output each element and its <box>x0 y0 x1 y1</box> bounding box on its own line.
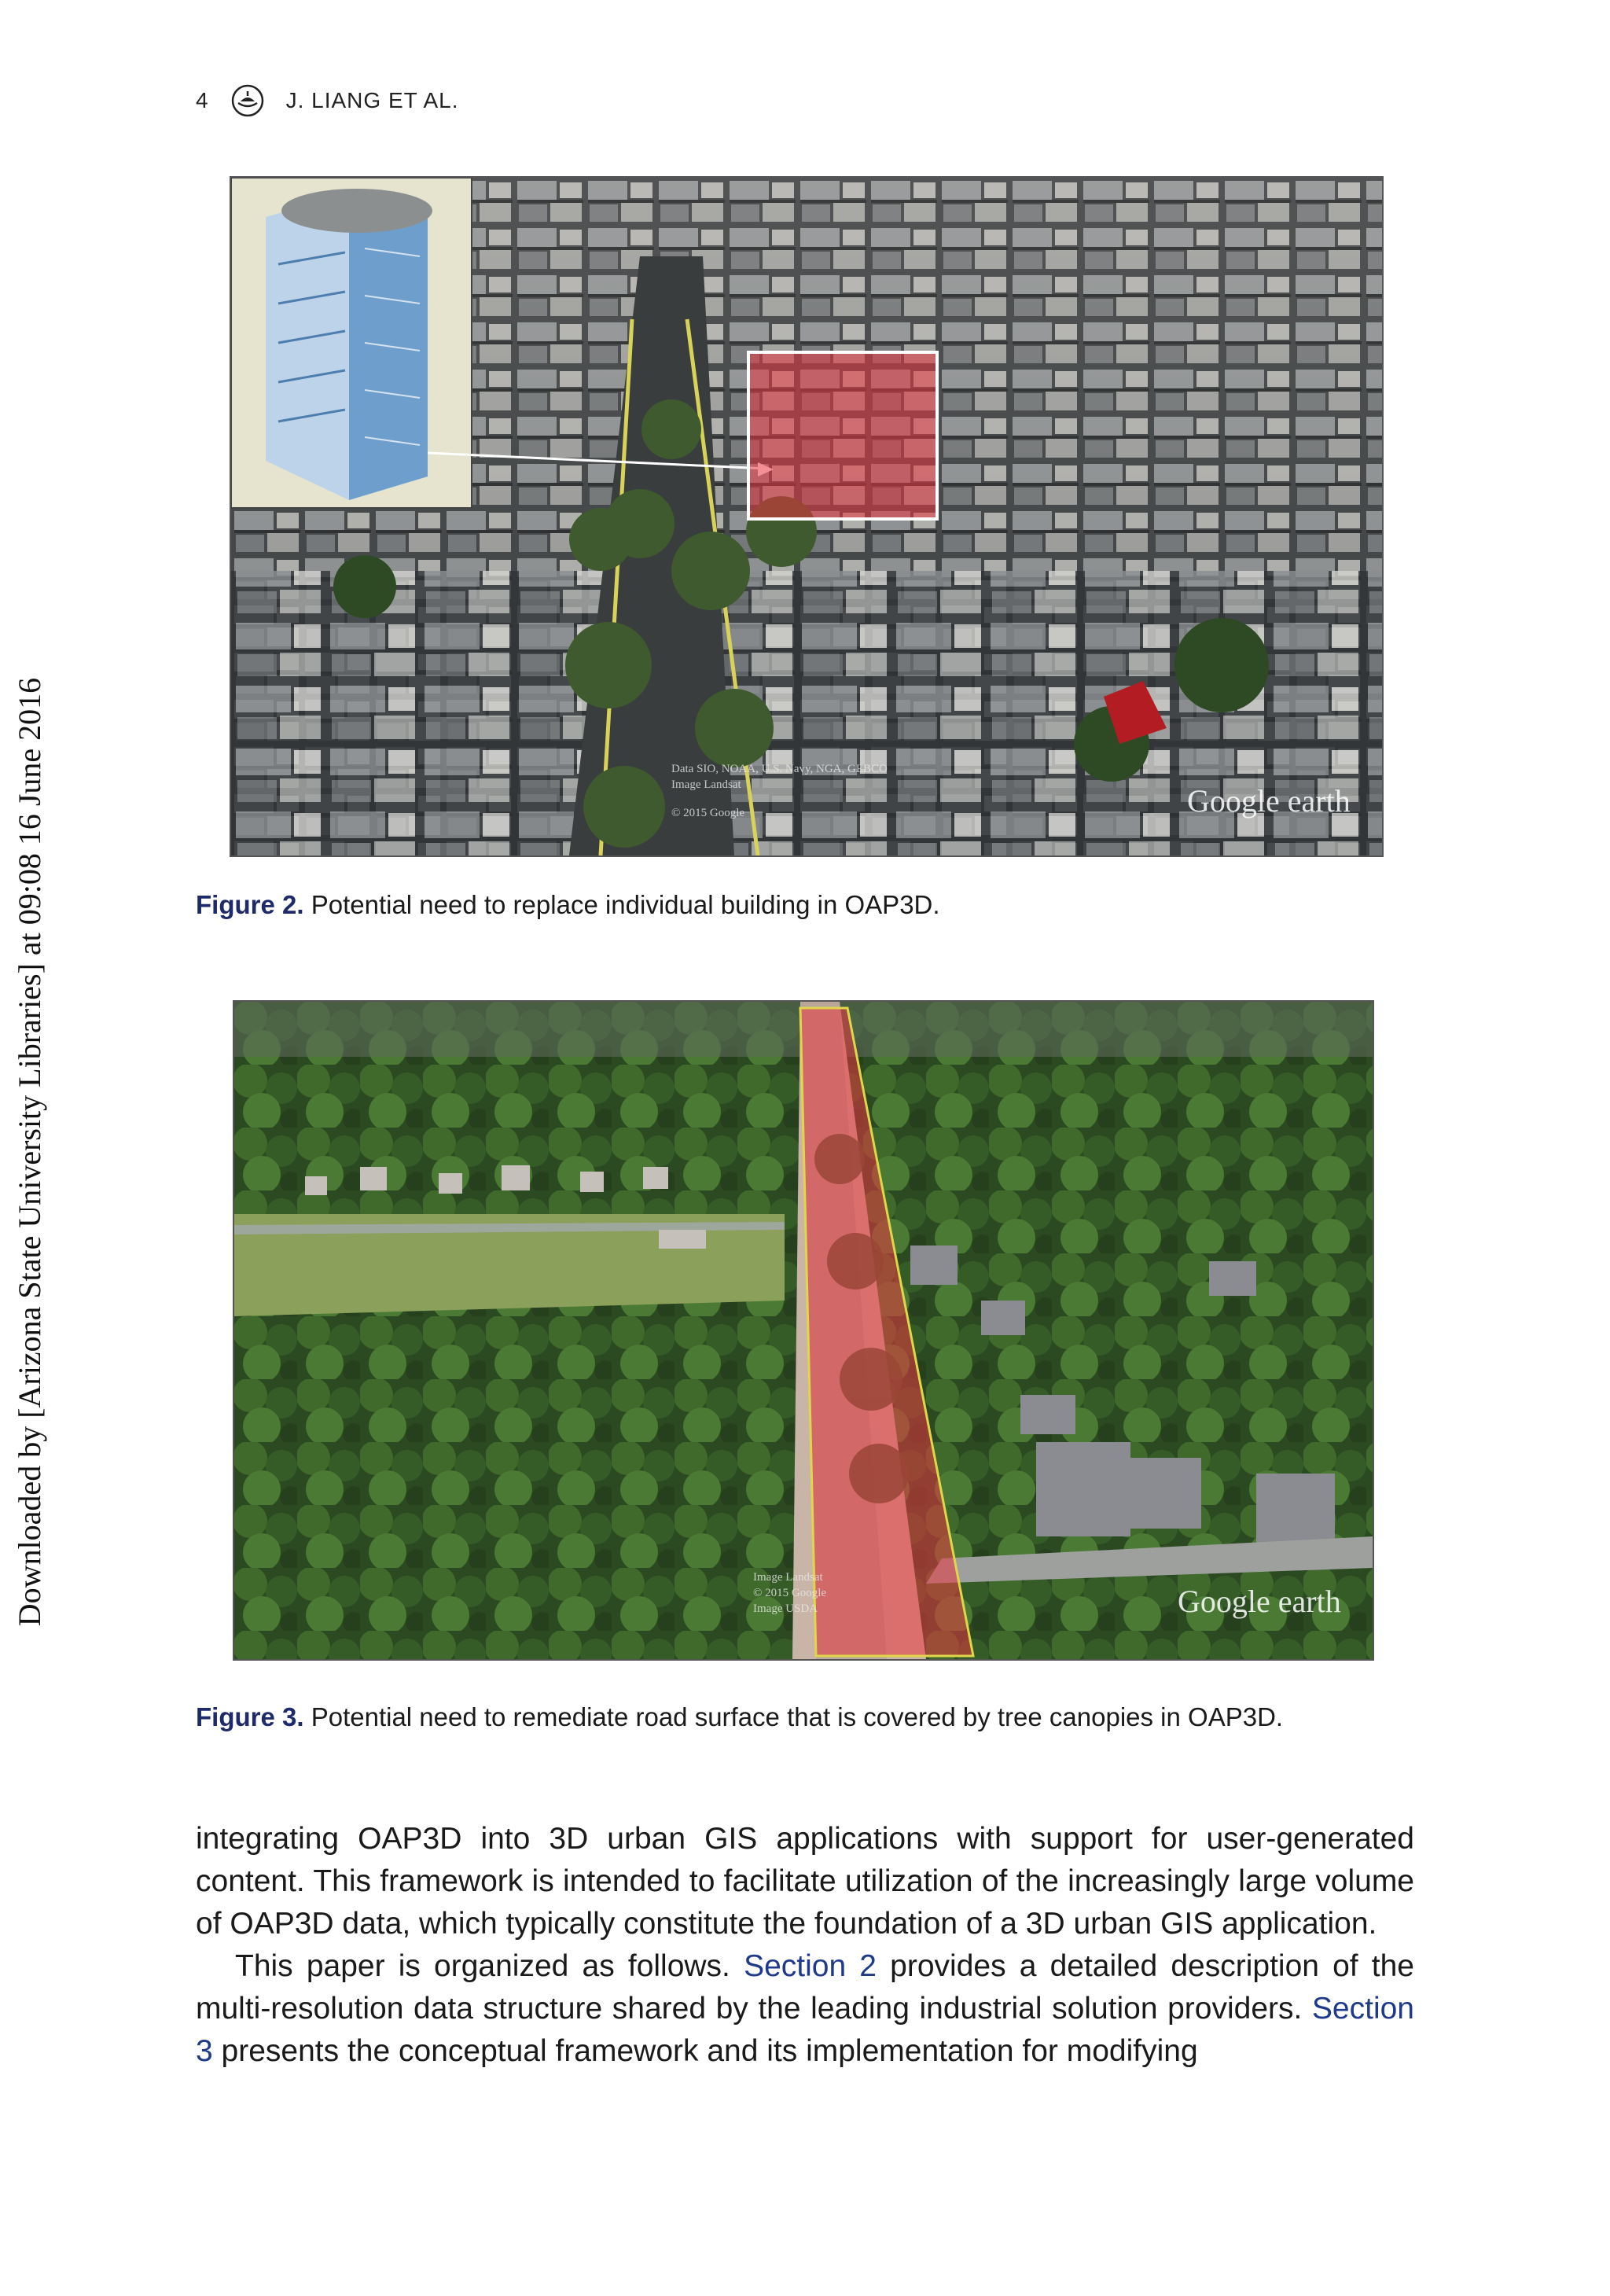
figure-3-credit-line: Image USDA <box>753 1602 818 1615</box>
running-head <box>196 83 458 118</box>
figure-2-credit-line: Image Landsat <box>671 778 741 791</box>
page-number: 4 <box>196 88 209 112</box>
paragraph-1: integrating OAP3D into 3D urban GIS applications with support for user-generated content. This framework is intended to facilitate utilization of the increasingly large volume of OAP3D data, which typically constitute the foundation of a 3D urban GIS application. <box>196 1822 1414 1941</box>
section-3-link[interactable]: Section 3 <box>196 1992 1414 2068</box>
download-stamp: Downloaded by [Arizona State University Libraries] at 09:08 16 June 2016 <box>12 677 47 1627</box>
figure-3-watermark: Google earth <box>1178 1584 1341 1619</box>
section-2-link[interactable]: Section 2 <box>744 1949 877 1983</box>
figure-2-credit-line: © 2015 Google <box>671 807 745 819</box>
figure-2-credit-line: Data SIO, NOAA, U.S. Navy, NGA, GEBCO <box>671 763 888 775</box>
running-head-authors: J. LIANG ET AL. <box>285 88 459 112</box>
figure-2-caption: Figure 2. Potential need to replace individual building in OAP3D. <box>196 890 940 919</box>
figure-3-credit-line: Image Landsat <box>753 1571 823 1584</box>
figure-2-image <box>230 176 1384 857</box>
figure-3-image <box>233 1000 1374 1661</box>
paragraph-2: This paper is organized as follows. Section 2 provides a detailed description of the multi-resolution data structure shared by the leading industrial solution providers. Section 3 presents the conceptual framework and its implementation for modifying <box>196 1949 1414 2068</box>
figure-2-watermark: Google earth <box>1187 783 1351 819</box>
body-text <box>196 1818 1414 2073</box>
journal-logo-icon <box>231 84 264 117</box>
figure-3-credit-line: © 2015 Google <box>753 1587 827 1599</box>
figure-3-caption: Figure 3. Potential need to remediate road surface that is covered by tree canopies in OAP3D. <box>196 1702 1284 1731</box>
